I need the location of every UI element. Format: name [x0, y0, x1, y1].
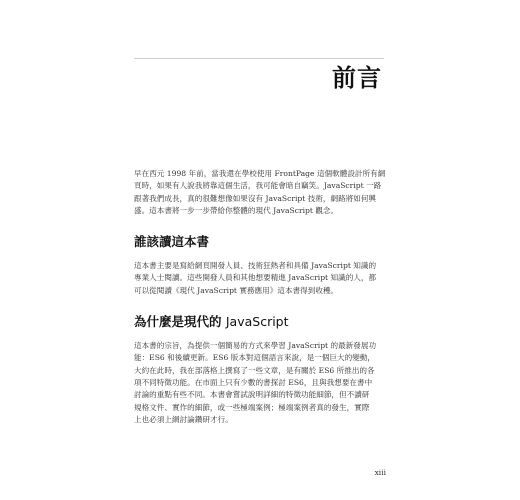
audience-paragraph — [134, 260, 386, 297]
paragraph-line: 專業人士閱讀。這些開發人員和其他想要精進 JavaScript 知識的人，都 — [134, 273, 377, 283]
intro-paragraph — [134, 168, 386, 217]
paragraph-line: 能：ES6 和後續更新。ES6 版本對這個語言來說，是一個巨大的變動， — [134, 353, 376, 363]
section-heading-cjk: 為什麼是現代的 — [134, 314, 226, 330]
section-heading-audience: 誰該讀這本書 — [134, 234, 210, 250]
paragraph-line: 跟著我們成長，真的很難想像如果沒有 JavaScript 技術，網路將如何興 — [134, 193, 377, 203]
page-content — [134, 168, 386, 426]
page-number: xiii — [374, 468, 386, 477]
section-heading-why — [134, 312, 386, 330]
paragraph-line: 規格文件、實作的細節，或一些極端案例；極端案例者真的發生，實際 — [134, 402, 370, 412]
paragraph-line: 這本書主要是寫給網頁開發人員、技術狂熱者和具備 JavaScript 知識的 — [134, 261, 377, 271]
paragraph-line: 盛。這本書將一步一步帶給你整體的現代 JavaScript 觀念。 — [134, 205, 339, 215]
paragraph-line: 上也必須上網討論鑽研才行。 — [134, 414, 233, 424]
top-divider — [134, 58, 384, 59]
paragraph-line: 大約在此時，我在部落格上撰寫了一些文章，是有關於 ES6 所推出的各 — [134, 365, 375, 375]
why-paragraph — [134, 340, 386, 426]
section-heading-latin: JavaScript — [225, 314, 289, 330]
paragraph-line: 早在西元 1998 年前，當我還在學校使用 FrontPage 這個軟體設計所有網 — [134, 169, 386, 178]
paragraph-line: 討論的重點有些不同。本書會嘗試說明詳細的特徵功能細節，但不讀研 — [134, 390, 370, 400]
chapter-title: 前言 — [332, 64, 382, 92]
paragraph-line: 這本書的宗旨，為提供一個簡易的方式來學習 JavaScript 的最新發展功 — [134, 341, 377, 351]
paragraph-line: 項不同特徵功能。在市面上只有少數的書探討 ES6，且與我想要在書中 — [134, 377, 373, 387]
paragraph-line: 頁時，如果有人說我將靠這個生活，我可能會暗自竊笑。JavaScript 一路 — [134, 181, 382, 191]
paragraph-line: 可以從閱讀《現代 JavaScript 實務應用》這本書得到收穫。 — [134, 285, 339, 295]
